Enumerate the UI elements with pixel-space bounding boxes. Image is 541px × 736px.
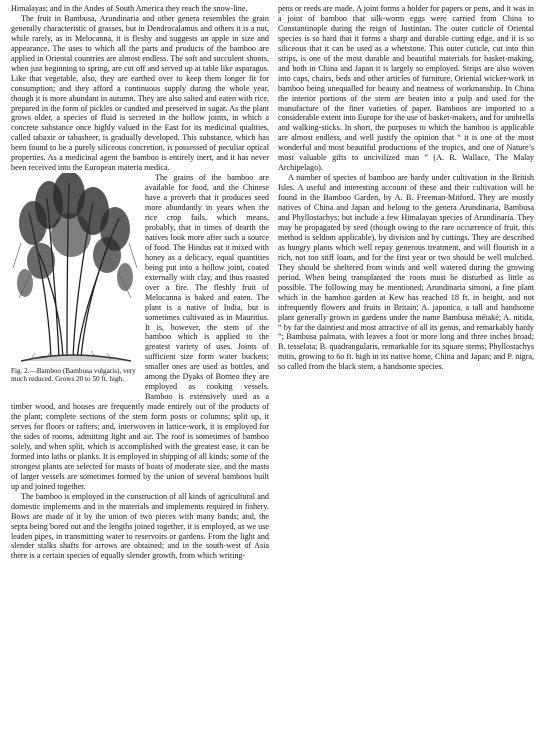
paragraph: Himalayas; and in the Andes of South America they reach the snow-line. (11, 4, 248, 13)
paragraph: The fruit in Bambusa, Arundinaria and other genera resembles the grain generally characteristic of grasses, but in Dendrocalamus and others it is a nut, while rarely, as in Melocanna, it is fleshy and suggests an apple in size and appearance. The uses to which all the parts and products of the bamboo are applied in Oriental countries are almost endless. The soft and succulent shoots, when just beginning to spring, are cut off and served up at table like asparagus. Like that vegetable, also, they are earthed over to keep them longer fit for consumption; and they afford a continuous supply during the whole year, though it is more abundant in autumn. They are also salted and eaten with rice, prepared in the form of pickles or candied and preserved in sugar. As the plant grows older, a species of fluid is secreted in the hollow joints, in which a concrete substance once highly valued in the East for its medicinal qualities, called tabaxir or tabasheer, is gradually developed. This substance, which has been found to be a purely siliceous concretion, is possessed of peculiar optical properties. As a medicinal agent the bamboo is entirely inert, and it has never been received into the European materia medica. (11, 13, 269, 173)
paragraph: The bamboo is employed in the construction of all kinds of agricultural and domestic implements and in the materials and implements required in fishery. Bows are made of it by the union of two pieces with many bands; and, the septa being bored out and the lengths joined together, it is employed, as we use leaden pipes, in transmitting water to reservoirs or gardens. From the light and slender stalks shafts for arrows are obtained; and in the south-west of Asia there is a certain species of equally slender growth, from which writing- (11, 491, 269, 561)
right-column (278, 4, 534, 372)
paragraph: pens or reeds are made. A joint forms a holder for papers or pens, and it was in a joint of bamboo that silk-worm eggs were carried from China to Constantinople during the reign of Justinian. The outer cuticle of Oriental species is so hard that it forms a sharp and durable cutting edge, and it is so siliceous that it can be used as a whetstone. This outer cuticle, cut into thin strips, is one of the most durable and beautiful materials for basket-making, and both in China and Japan it is largely so employed. Strips are also woven into caps, chairs, beds and other articles of furniture, Oriental wicker-work in bamboo being unequalled for beauty and neatness of workmanship. In China the interior portions of the stem are beaten into a pulp and used for the manufacture of the finer varieties of paper. Bamboos are imported to a considerable extent into Europe for the use of basket-makers, and for umbrella and walking-sticks. In short, the purposes to which the bamboo is applicable are almost endless, and well justify the opinion that “ it is one of the most wonderful and most beautiful productions of the tropics, and one of Nature’s most valuable gifts to uncivilized man ” (A. R. Wallace, The Malay Archipelago). (278, 4, 534, 173)
bamboo-figure (11, 173, 139, 399)
figure-caption: Fig. 2.—Bamboo (Bambusa vulgaris), very much reduced. Grows 20 to 50 ft. high. (11, 367, 136, 384)
paragraph: A number of species of bamboo are hardy under cultivation in the British Isles. A useful and interesting account of these and their cultivation will be found in the Bamboo Garden, by A. B. Freeman-Mitford. They are mostly natives of China and Japan and belong to the genera Arundinaria, Bambusa and Phyllostachys; but include a few Himalayan species of Arundinaria. They may be propagated by seed (though owing to the rare occurrence of fruit, this method is seldom applicable), by division and by cuttings. They are described as hungry plants which well repay generous treatment, and will flourish in a rich, not too stiff loam, and for the first year or two should be well mulched. They should be sheltered from winds and well watered during the growing period. When being transplanted the roots must be disturbed as little as possible. The following may be mentioned; Arundinaria simoni, a fine plant which in the bamboo garden at Kew has reached 18 ft. in height, and not infrequently flowers and fruits in Britain; A. japonica, a tall and handsome plant generally grown in gardens under the name Bambusa métaké; A. nitida, “ by far the daintiest and most attractive of all its genus, and remarkably hardy ”; Bambusa palmata, with leaves a foot or more long and three inches broad; B. tesselata; B. quadrangularis, remarkable for its square stems; Phyllostachys mitis, growing to 6o ft. high in its native home, China and Japan; and P. nigra, so called from the black stem, a handsome species. (278, 173, 534, 372)
paragraph: The grains of the bamboo are available for food, and the Chinese have a proverb that it produces seed more abundantly in years when the rice crop fails, which means, probably, that in times of dearth the natives look more after such a source of food. The Hindus eat it mixed with honey as a delicacy, equal quantities being put into a hollow joint, coated externally with clay, and thus roasted over a fire. The fleshly fruit of Melocanna is baked and eaten. The plant is a native of India, but is sometimes cultivated as in Mauritius. It is, however, the stem of the bamboo which is applied to the greatest variety of uses. Joints of sufficient size form water buckets; smaller ones are used as bottles, and among the Dyaks of Borneo they are employed as cooking vessels. Bamboo is extensively used as a timber wood, and houses are frequently made entirely out of the products of the plant; complete sections of the stem form posts or columns; split up, it serves for floors or rafters; and, interwoven in lattice-work, it is employed for the sides of rooms, admitting light and air. The roof is sometimes of bamboo solely, and when split, which is accomplished with the greatest ease, it can be formed into laths or planks. It is employed in shipping of all kinds; some of the strongest plants are selected for masts of boats of moderate size, and the masts of larger vessels are sometimes formed by the union of several bamboos built up and joined together. (11, 173, 269, 491)
bamboo-illustration (11, 173, 139, 365)
left-column (11, 4, 269, 561)
